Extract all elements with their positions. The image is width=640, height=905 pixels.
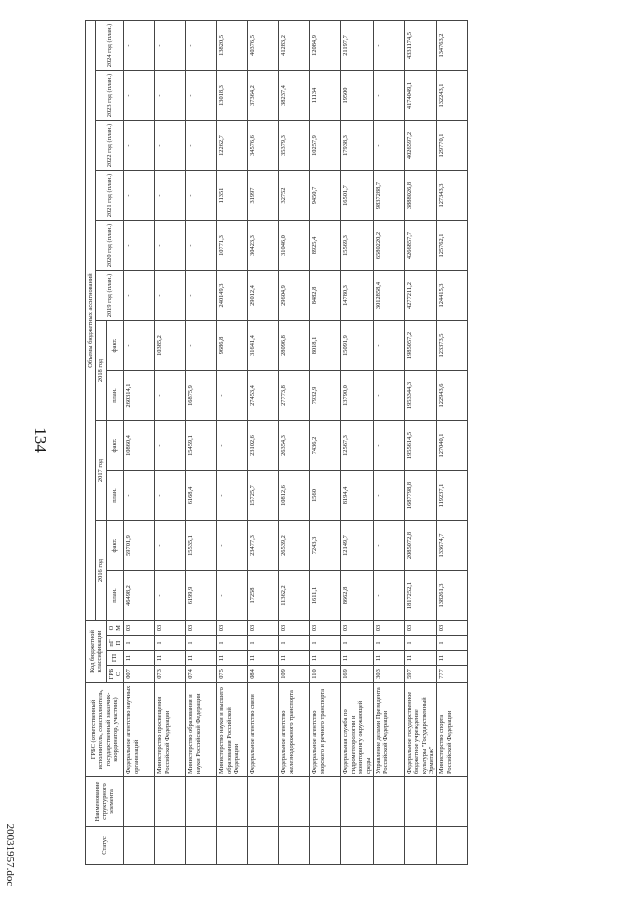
code-cell: 073 (155, 666, 186, 683)
participant-cell: Федеральное агентство морского и речного транспорта (310, 683, 341, 777)
value-cell: 26354,3 (279, 421, 310, 471)
value-cell: 31641,4 (248, 321, 279, 371)
value-cell: - (155, 571, 186, 621)
status-cell (437, 827, 468, 865)
value-cell: 123373,5 (437, 321, 468, 371)
value-cell: - (373, 321, 404, 371)
element-name-cell (124, 777, 155, 827)
code-cell: 11 (437, 651, 468, 666)
value-cell: - (155, 271, 186, 321)
code-cell: 597 (404, 666, 436, 683)
value-cell: 10257,9 (310, 121, 341, 171)
plan-fact-header: план. (106, 471, 124, 521)
value-cell: 38237,4 (279, 71, 310, 121)
value-cell: 240149,3 (217, 271, 248, 321)
code-cell: 03 (124, 621, 155, 636)
value-cell: 8018,1 (310, 321, 341, 371)
table-row (341, 20, 373, 864)
value-cell: - (124, 121, 155, 171)
volumes-header: Объемы бюджетных ассигнований (86, 20, 96, 620)
value-cell: - (186, 121, 217, 171)
value-cell: 134763,2 (437, 20, 468, 70)
value-cell: - (217, 421, 248, 471)
value-cell: 124415,3 (437, 271, 468, 321)
value-cell: 17258 (248, 571, 279, 621)
plan-fact-header: факт. (106, 421, 124, 471)
element-name-cell (217, 777, 248, 827)
value-cell: 122943,6 (437, 371, 468, 421)
value-cell: - (186, 20, 217, 70)
code-cell: 03 (341, 621, 373, 636)
code-cell: 11 (124, 651, 155, 666)
year-header: 2018 год (96, 321, 106, 421)
value-cell: 13820,5 (217, 20, 248, 70)
code-cell: 1 (437, 636, 468, 651)
value-cell: - (186, 221, 217, 271)
code-cell: 03 (373, 621, 404, 636)
value-cell: 10771,3 (217, 221, 248, 271)
element-name-cell (404, 777, 436, 827)
value-cell: 2085072,8 (404, 521, 436, 571)
value-cell: 21197,7 (341, 20, 373, 70)
value-cell: 41283,2 (279, 20, 310, 70)
value-cell: 9450,7 (310, 171, 341, 221)
value-cell: 3012858,4 (373, 271, 404, 321)
value-cell: - (124, 71, 155, 121)
code-col-header: ГП (106, 651, 124, 666)
element-name-cell (437, 777, 468, 827)
code-cell: 11 (404, 651, 436, 666)
code-cell: 303 (373, 666, 404, 683)
value-cell: 12149,7 (341, 521, 373, 571)
code-cell: 1 (155, 636, 186, 651)
value-cell: - (217, 571, 248, 621)
code-cell: 11 (217, 651, 248, 666)
table-row (404, 20, 436, 864)
value-cell: - (124, 471, 155, 521)
table-row (186, 20, 217, 864)
participant-cell: Управление делами Президента Российской Федерации (373, 683, 404, 777)
value-cell: - (124, 321, 155, 371)
budget-table (85, 20, 468, 865)
code-cell: 11 (341, 651, 373, 666)
code-cell: 11 (186, 651, 217, 666)
value-cell: 133674,7 (437, 521, 468, 571)
value-cell: 15535,1 (186, 521, 217, 571)
code-cell: 075 (217, 666, 248, 683)
participant-cell: Министерство спорта Российской Федерации (437, 683, 468, 777)
value-cell: 16875,9 (186, 371, 217, 421)
value-cell: 10812,6 (279, 471, 310, 521)
code-cell: 03 (248, 621, 279, 636)
year-header: 2021 год (план.) (96, 171, 124, 221)
value-cell: - (124, 271, 155, 321)
value-cell: - (373, 471, 404, 521)
value-cell: 15725,7 (248, 471, 279, 521)
table-row (373, 20, 404, 864)
value-cell: - (155, 421, 186, 471)
value-cell: 13790,0 (341, 371, 373, 421)
code-cell: 1 (310, 636, 341, 651)
value-cell: 119237,1 (437, 471, 468, 521)
code-cell: 1 (124, 636, 155, 651)
table-body (124, 20, 468, 864)
value-cell: 7243,3 (310, 521, 341, 571)
value-cell: 27773,8 (279, 371, 310, 421)
status-cell (279, 827, 310, 865)
value-cell: 3888026,8 (404, 171, 436, 221)
value-cell: - (186, 171, 217, 221)
table-row (279, 20, 310, 864)
participant-cell: Федеральное государственное бюджетное учреждение культуры "Государственный Эрмитаж" (404, 683, 436, 777)
year-header: 2016 год (96, 521, 106, 621)
status-cell (217, 827, 248, 865)
status-cell (186, 827, 217, 865)
value-cell: 9686,8 (217, 321, 248, 371)
element-name-cell (341, 777, 373, 827)
value-cell: 138261,3 (437, 571, 468, 621)
value-cell: 8482,8 (310, 271, 341, 321)
table-row (217, 20, 248, 864)
value-cell: - (155, 471, 186, 521)
status-cell (124, 827, 155, 865)
element-name-header: Наименование структурного элемента (86, 777, 124, 827)
code-cell: 11 (279, 651, 310, 666)
value-cell: 132243,1 (437, 71, 468, 121)
value-cell: 1560 (310, 471, 341, 521)
code-cell: 11 (310, 651, 341, 666)
value-cell: 31997 (248, 171, 279, 221)
participant-cell: Федеральное агентство связи (248, 683, 279, 777)
participant-cell: Федеральное агентство железнодорожного транспорта (279, 683, 310, 777)
value-cell: 46498,2 (124, 571, 155, 621)
year-header: 2020 год (план.) (96, 221, 124, 271)
value-cell: 4174049,1 (404, 71, 436, 121)
value-cell: 10385,2 (155, 321, 186, 371)
value-cell: - (373, 121, 404, 171)
value-cell: 4266857,7 (404, 221, 436, 271)
value-cell: 29604,9 (279, 271, 310, 321)
value-cell: 127040,1 (437, 421, 468, 471)
code-cell: 03 (404, 621, 436, 636)
year-header: 2022 год (план.) (96, 121, 124, 171)
value-cell: 8194,4 (341, 471, 373, 521)
table-header (86, 20, 124, 864)
year-header: 2019 год (план.) (96, 271, 124, 321)
value-cell: - (124, 20, 155, 70)
value-cell: - (155, 221, 186, 271)
value-cell: 11351 (217, 171, 248, 221)
value-cell: 14780,3 (341, 271, 373, 321)
value-cell: 26539,2 (279, 521, 310, 571)
grbs-header: ГРБС (ответственный исполнитель, соисполнитель, государственный заказчик-координатор, участник) (86, 683, 124, 777)
code-cell: 03 (217, 621, 248, 636)
value-cell: - (124, 171, 155, 221)
value-cell: 11362,2 (279, 571, 310, 621)
code-cell: 074 (186, 666, 217, 683)
value-cell: 7436,2 (310, 421, 341, 471)
year-header: 2023 год (план.) (96, 71, 124, 121)
code-cell: 11 (248, 651, 279, 666)
code-cell: 11 (373, 651, 404, 666)
plan-fact-header: факт. (106, 321, 124, 371)
code-cell: 109 (279, 666, 310, 683)
value-cell: 4277211,2 (404, 271, 436, 321)
value-cell: 40376,5 (248, 20, 279, 70)
value-cell: - (155, 20, 186, 70)
value-cell: 28096,8 (279, 321, 310, 371)
value-cell: 59701,9 (124, 521, 155, 571)
budget-code-header: Код бюджетной классификации (86, 621, 107, 683)
code-cell: 03 (186, 621, 217, 636)
table-row (310, 20, 341, 864)
plan-fact-header: план. (106, 571, 124, 621)
rotated-table-container (85, 23, 540, 865)
value-cell: 12084,9 (310, 20, 341, 70)
code-cell: 03 (155, 621, 186, 636)
value-cell: 31046,0 (279, 221, 310, 271)
value-cell: 23102,6 (248, 421, 279, 471)
value-cell: 17938,3 (341, 121, 373, 171)
value-cell: 129770,1 (437, 121, 468, 171)
element-name-cell (186, 777, 217, 827)
code-cell: 1 (373, 636, 404, 651)
year-header: 2024 год (план.) (96, 20, 124, 70)
value-cell: - (155, 171, 186, 221)
value-cell: 1953344,3 (404, 371, 436, 421)
participant-cell: Федеральное агентство научных организаций (124, 683, 155, 777)
value-cell: 7932,9 (310, 371, 341, 421)
value-cell: 10860,4 (124, 421, 155, 471)
year-header: 2017 год (96, 421, 106, 521)
value-cell: - (373, 521, 404, 571)
code-cell: 03 (437, 621, 468, 636)
code-cell: 1 (248, 636, 279, 651)
value-cell: 127343,3 (437, 171, 468, 221)
value-cell: 29012,4 (248, 271, 279, 321)
value-cell: - (124, 221, 155, 271)
value-cell: 30423,3 (248, 221, 279, 271)
value-cell: - (217, 371, 248, 421)
element-name-cell (155, 777, 186, 827)
code-cell: 1 (217, 636, 248, 651)
value-cell: 15091,9 (341, 321, 373, 371)
value-cell: - (155, 521, 186, 571)
value-cell: 125762,1 (437, 221, 468, 271)
code-cell: 1 (404, 636, 436, 651)
value-cell: 1687798,8 (404, 471, 436, 521)
participant-cell: Министерство просвещения Российской Федерации (155, 683, 186, 777)
value-cell: 34576,6 (248, 121, 279, 171)
table-row (437, 20, 468, 864)
status-cell (248, 827, 279, 865)
status-cell (373, 827, 404, 865)
value-cell: 6199,9 (186, 571, 217, 621)
value-cell: - (217, 471, 248, 521)
participant-cell: Министерство образования и науки Российской Федерации (186, 683, 217, 777)
code-cell: 084 (248, 666, 279, 683)
value-cell: - (373, 371, 404, 421)
value-cell: 6580220,2 (373, 221, 404, 271)
value-cell: 23477,3 (248, 521, 279, 571)
value-cell: 35379,3 (279, 121, 310, 171)
value-cell: - (155, 371, 186, 421)
value-cell: 4026597,2 (404, 121, 436, 171)
code-cell: 169 (341, 666, 373, 683)
value-cell: 9837288,7 (373, 171, 404, 221)
value-cell: 8662,8 (341, 571, 373, 621)
element-name-cell (310, 777, 341, 827)
value-cell: - (373, 571, 404, 621)
status-cell (310, 827, 341, 865)
table-row (124, 20, 155, 864)
value-cell: - (186, 271, 217, 321)
status-header: Статус (86, 827, 124, 865)
code-cell: 110 (310, 666, 341, 683)
code-cell: 11 (155, 651, 186, 666)
value-cell: 1611,1 (310, 571, 341, 621)
element-name-cell (373, 777, 404, 827)
element-name-cell (248, 777, 279, 827)
value-cell: - (373, 421, 404, 471)
plan-fact-header: план. (106, 371, 124, 421)
value-cell: 8925,4 (310, 221, 341, 271)
value-cell: 6168,4 (186, 471, 217, 521)
code-cell: 1 (186, 636, 217, 651)
value-cell: - (217, 521, 248, 571)
value-cell: 37364,2 (248, 71, 279, 121)
code-col-header: ОМ (106, 621, 124, 636)
status-cell (404, 827, 436, 865)
value-cell: 12262,7 (217, 121, 248, 171)
participant-cell: Федеральная служба по гидрометеорологии и мониторингу окружающей среды (341, 683, 373, 777)
value-cell: 260314,1 (124, 371, 155, 421)
code-col-header: пГП (106, 636, 124, 651)
value-cell: 15569,3 (341, 221, 373, 271)
value-cell: 13018,3 (217, 71, 248, 121)
value-cell: 32752 (279, 171, 310, 221)
status-cell (341, 827, 373, 865)
value-cell: - (155, 71, 186, 121)
code-cell: 03 (279, 621, 310, 636)
value-cell: 16501,7 (341, 171, 373, 221)
value-cell: 27453,4 (248, 371, 279, 421)
value-cell: 11134 (310, 71, 341, 121)
table-row (248, 20, 279, 864)
value-cell: 4331174,5 (404, 20, 436, 70)
element-name-cell (279, 777, 310, 827)
code-cell: 1 (279, 636, 310, 651)
value-cell: 19500 (341, 71, 373, 121)
participant-cell: Министерство науки и высшего образования Российской Федерации (217, 683, 248, 777)
value-cell: - (186, 71, 217, 121)
value-cell: - (373, 71, 404, 121)
code-cell: 1 (341, 636, 373, 651)
value-cell: 15459,1 (186, 421, 217, 471)
value-cell: - (186, 321, 217, 371)
value-cell: - (373, 20, 404, 70)
value-cell: - (155, 121, 186, 171)
status-cell (155, 827, 186, 865)
page-number: 134 (31, 427, 50, 453)
table-row (155, 20, 186, 864)
code-cell: 03 (310, 621, 341, 636)
code-cell: 007 (124, 666, 155, 683)
value-cell: 1817252,1 (404, 571, 436, 621)
document-code: 20031957.doc (4, 823, 16, 887)
value-cell: 12567,3 (341, 421, 373, 471)
value-cell: 1955614,5 (404, 421, 436, 471)
code-cell: 777 (437, 666, 468, 683)
value-cell: 1985057,2 (404, 321, 436, 371)
plan-fact-header: факт. (106, 521, 124, 571)
code-col-header: ГРБС (106, 666, 124, 683)
